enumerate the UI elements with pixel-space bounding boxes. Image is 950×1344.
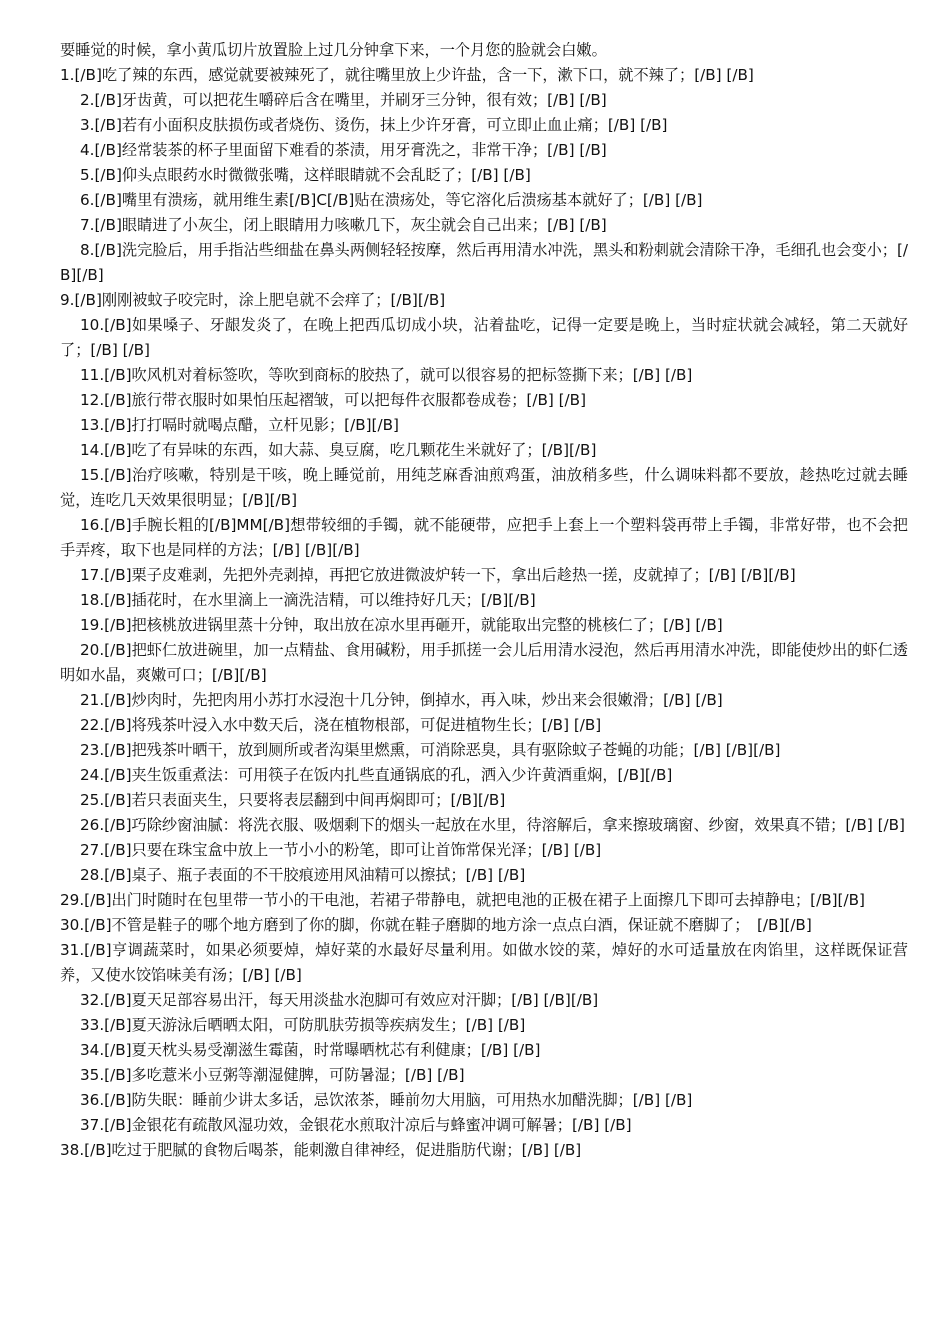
tip-paragraph: 15.[/B]治疗咳嗽，特别是干咳，晚上睡觉前，用纯芝麻香油煎鸡蛋，油放稍多些，什么调味料都不要放，趁热吃过就去睡觉，连吃几天效果很明显；[/B][/B] — [60, 466, 908, 509]
tip-paragraph: 30.[/B]不管是鞋子的哪个地方磨到了你的脚，你就在鞋子磨脚的地方涂一点点白酒，保证就不磨脚了； [/B][/B] — [60, 916, 812, 934]
tip-paragraph: 26.[/B]巧除纱窗油腻：将洗衣服、吸烟剩下的烟头一起放在水里，待溶解后，拿来擦玻璃窗、纱窗，效果真不错；[/B] [/B] — [80, 816, 905, 834]
tip-paragraph: 33.[/B]夏天游泳后晒晒太阳，可防肌肤劳损等疾病发生；[/B] [/B] — [80, 1016, 526, 1034]
tip-paragraph: 34.[/B]夏天枕头易受潮滋生霉菌，时常曝晒枕芯有利健康；[/B] [/B] — [80, 1041, 541, 1059]
tip-paragraph: 35.[/B]多吃薏米小豆粥等潮湿健脾，可防暑湿；[/B] [/B] — [80, 1066, 465, 1084]
tip-paragraph: 5.[/B]仰头点眼药水时微微张嘴，这样眼睛就不会乱眨了；[/B] [/B] — [80, 166, 531, 184]
tip-paragraph: 23.[/B]把残茶叶晒干，放到厕所或者沟渠里燃熏，可消除恶臭，具有驱除蚊子苍蝇的功能；[/B] [/B][/B] — [80, 741, 781, 759]
tip-paragraph: 31.[/B]亨调蔬菜时，如果必须要焯，焯好菜的水最好尽量利用。如做水饺的菜，焯好的水可适量放在肉馅里，这样既保证营养，又使水饺馅味美有汤；[/B] [/B] — [60, 941, 908, 984]
tip-paragraph: 24.[/B]夹生饭重煮法：可用筷子在饭内扎些直通锅底的孔，洒入少许黄酒重焖，[/B][/B] — [80, 766, 673, 784]
tip-paragraph: 12.[/B]旅行带衣服时如果怕压起褶皱，可以把每件衣服都卷成卷；[/B] [/B] — [80, 391, 587, 409]
tip-paragraph: 19.[/B]把核桃放进锅里蒸十分钟，取出放在凉水里再砸开，就能取出完整的桃核仁了；[/B] [/B] — [80, 616, 723, 634]
tip-paragraph: 13.[/B]打打嗝时就喝点醋，立杆见影；[/B][/B] — [80, 416, 399, 434]
tip-paragraph: 37.[/B]金银花有疏散风湿功效，金银花水煎取汁凉后与蜂蜜冲调可解暑；[/B] [/B] — [80, 1116, 632, 1134]
tip-paragraph: 要睡觉的时候，拿小黄瓜切片放置脸上过几分钟拿下来，一个月您的脸就会白嫩。 — [60, 41, 607, 59]
tip-paragraph: 9.[/B]刚刚被蚊子咬完时，涂上肥皂就不会痒了；[/B][/B] — [60, 291, 446, 309]
tip-paragraph: 4.[/B]经常装茶的杯子里面留下难看的茶渍，用牙膏洗之，非常干净；[/B] [/B] — [80, 141, 607, 159]
tip-paragraph: 21.[/B]炒肉时，先把肉用小苏打水浸泡十几分钟，倒掉水，再入味，炒出来会很嫩滑；[/B] [/B] — [80, 691, 723, 709]
tip-paragraph: 17.[/B]栗子皮难剥，先把外壳剥掉，再把它放进微波炉转一下，拿出后趁热一搓，皮就掉了；[/B] [/B][/B] — [80, 566, 796, 584]
tip-paragraph: 28.[/B]桌子、瓶子表面的不干胶痕迹用风油精可以擦拭；[/B] [/B] — [80, 866, 526, 884]
tip-paragraph: 29.[/B]出门时随时在包里带一节小的干电池，若裙子带静电，就把电池的正极在裙子上面擦几下即可去掉静电；[/B][/B] — [60, 891, 865, 909]
tip-paragraph: 32.[/B]夏天足部容易出汗，每天用淡盐水泡脚可有效应对汗脚；[/B] [/B][/B] — [80, 991, 599, 1009]
tip-paragraph: 36.[/B]防失眠：睡前少讲太多话，忌饮浓茶，睡前勿大用脑，可用热水加醋洗脚；[/B] [/B] — [80, 1091, 693, 1109]
tip-paragraph: 20.[/B]把虾仁放进碗里，加一点精盐、食用碱粉，用手抓搓一会儿后用清水浸泡，然后再用清水冲洗，即能使炒出的虾仁透明如水晶，爽嫩可口；[/B][/B] — [60, 641, 908, 684]
tip-paragraph: 2.[/B]牙齿黄，可以把花生嚼碎后含在嘴里，并刷牙三分钟，很有效；[/B] [/B] — [80, 91, 607, 109]
tip-paragraph: 18.[/B]插花时，在水里滴上一滴洗洁精，可以维持好几天；[/B][/B] — [80, 591, 536, 609]
tip-paragraph: 22.[/B]将残茶叶浸入水中数天后，浇在植物根部，可促进植物生长；[/B] [/B] — [80, 716, 602, 734]
tip-paragraph: 27.[/B]只要在珠宝盒中放上一节小小的粉笔，即可让首饰常保光泽；[/B] [/B] — [80, 841, 602, 859]
tip-paragraph: 11.[/B]吹风机对着标签吹，等吹到商标的胶热了，就可以很容易的把标签撕下来；[/B] [/B] — [80, 366, 693, 384]
tip-paragraph: 14.[/B]吃了有异味的东西，如大蒜、臭豆腐，吃几颗花生米就好了；[/B][/B] — [80, 441, 597, 459]
tip-paragraph: 3.[/B]若有小面积皮肤损伤或者烧伤、烫伤，抹上少许牙膏，可立即止血止痛；[/B] [/B] — [80, 116, 668, 134]
tip-paragraph: 1.[/B]吃了辣的东西，感觉就要被辣死了，就往嘴里放上少许盐，含一下，漱下口，就不辣了；[/B] [/B] — [60, 66, 754, 84]
tip-paragraph: 8.[/B]洗完脸后，用手指沾些细盐在鼻头两侧轻轻按摩，然后再用清水冲洗，黑头和粉刺就会清除干净，毛细孔也会变小；[/B][/B] — [60, 241, 908, 284]
tip-paragraph: 10.[/B]如果嗓子、牙龈发炎了，在晚上把西瓜切成小块，沾着盐吃，记得一定要是晚上，当时症状就会减轻，第二天就好了；[/B] [/B] — [60, 316, 908, 359]
tip-paragraph: 16.[/B]手腕长粗的[/B]MM[/B]想带较细的手镯，就不能硬带，应把手上套上一个塑料袋再带上手镯，非常好带，也不会把手弄疼，取下也是同样的方法；[/B] [/B][/B] — [60, 516, 908, 559]
tip-paragraph: 38.[/B]吃过于肥腻的食物后喝茶，能刺激自律神经，促进脂肪代谢；[/B] [/B] — [60, 1141, 582, 1159]
tip-paragraph: 25.[/B]若只表面夹生，只要将表层翻到中间再焖即可；[/B][/B] — [80, 791, 506, 809]
tip-paragraph: 6.[/B]嘴里有溃疡，就用维生素[/B]C[/B]贴在溃疡处，等它溶化后溃疡基本就好了；[/B] [/B] — [80, 191, 703, 209]
tip-paragraph: 7.[/B]眼睛进了小灰尘，闭上眼睛用力咳嗽几下，灰尘就会自己出来；[/B] [/B] — [80, 216, 607, 234]
document-page — [60, 38, 908, 1163]
